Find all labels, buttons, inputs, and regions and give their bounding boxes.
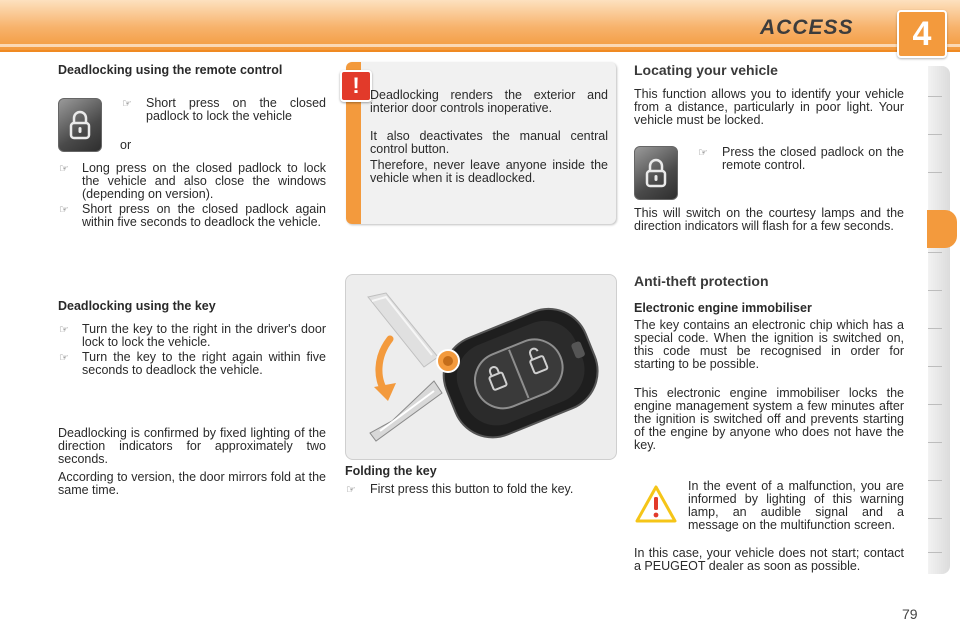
locating-heading: Locating your vehicle — [634, 62, 778, 78]
tab-divider — [928, 252, 942, 253]
key-bullet-lock: Turn the key to the right in the driver's door lock to lock the vehicle. — [82, 322, 326, 349]
chapter-tab-active[interactable] — [927, 210, 957, 248]
exclamation-icon: ! — [340, 70, 372, 102]
pointing-finger-icon: ☞ — [59, 204, 69, 216]
remote-bullet-deadlock: Short press on the closed padlock again within five seconds to deadlock the vehicle. — [82, 202, 326, 229]
key-illustration — [345, 274, 617, 460]
antitheft-heading: Anti-theft protection — [634, 273, 769, 289]
deadlock-confirmation-text: Deadlocking is confirmed by fixed lighting of the direction indicators for approximately two seconds. — [58, 426, 326, 466]
pointing-finger-icon: ☞ — [698, 147, 708, 159]
closed-padlock-icon — [634, 146, 678, 200]
remote-bullet-long-press: Long press on the closed padlock to lock the vehicle and also close the windows (depending on version). — [82, 161, 326, 201]
pointing-finger-icon: ☞ — [59, 324, 69, 336]
tab-divider — [928, 366, 942, 367]
remote-bullet-short-press: Short press on the closed padlock to lock the vehicle — [146, 96, 326, 123]
pointing-finger-icon: ☞ — [59, 352, 69, 364]
tab-divider — [928, 404, 942, 405]
pointing-finger-icon: ☞ — [59, 163, 69, 175]
pointing-finger-icon: ☞ — [346, 484, 356, 496]
header-divider — [0, 44, 960, 47]
folding-key-bullet: First press this button to fold the key. — [370, 482, 574, 496]
dealer-contact-text: In this case, your vehicle does not start; contact a PEUGEOT dealer as soon as possible. — [634, 546, 904, 573]
tab-divider — [928, 172, 942, 173]
tab-divider — [928, 442, 942, 443]
key-bullet-deadlock: Turn the key to the right again within five seconds to deadlock the vehicle. — [82, 350, 326, 377]
page-number: 79 — [902, 606, 918, 622]
chapter-tab-strip — [928, 66, 950, 574]
tab-divider — [928, 134, 942, 135]
or-text: or — [120, 138, 132, 152]
immobiliser-text-chip: The key contains an electronic chip which has a special code. When the ignition is switched on, this code must be recognised in order for starting to be possible. — [634, 318, 904, 371]
warning-triangle-icon — [634, 484, 678, 524]
immobiliser-heading: Electronic engine immobiliser — [634, 301, 812, 315]
remote-deadlocking-heading: Deadlocking using the remote control — [58, 63, 283, 77]
locating-intro-text: This function allows you to identify your vehicle from a distance, particularly in poor light. Your vehicle must be locked. — [634, 87, 904, 127]
pointing-finger-icon: ☞ — [122, 98, 132, 110]
note-text-central-control: It also deactivates the manual central control button. — [370, 129, 608, 156]
closed-padlock-icon — [58, 98, 102, 152]
tab-divider — [928, 96, 942, 97]
malfunction-warning-text: In the event of a malfunction, you are informed by lighting of this warning lamp, an audible signal and a message on the multifunction screen. — [688, 479, 904, 532]
chapter-number: 4 — [897, 10, 947, 58]
locating-bullet: Press the closed padlock on the remote control. — [722, 145, 904, 172]
tab-divider — [928, 480, 942, 481]
locating-result-text: This will switch on the courtesy lamps and the direction indicators will flash for a few seconds. — [634, 206, 904, 233]
note-text-inoperative: Deadlocking renders the exterior and interior door controls inoperative. — [370, 88, 608, 115]
tab-divider — [928, 328, 942, 329]
tab-divider — [928, 518, 942, 519]
tab-divider — [928, 552, 942, 553]
door-mirrors-text: According to version, the door mirrors fold at the same time. — [58, 470, 326, 497]
folding-key-heading: Folding the key — [345, 464, 437, 478]
section-title: ACCESS — [760, 16, 854, 39]
note-text-never-leave: Therefore, never leave anyone inside the vehicle when it is deadlocked. — [370, 158, 608, 185]
key-deadlocking-heading: Deadlocking using the key — [58, 299, 216, 313]
tab-divider — [928, 290, 942, 291]
immobiliser-text-locking: This electronic engine immobiliser locks the engine management system a few minutes after the ignition is switched off and prevents starting of the engine by anyone who does not have the key. — [634, 386, 904, 452]
